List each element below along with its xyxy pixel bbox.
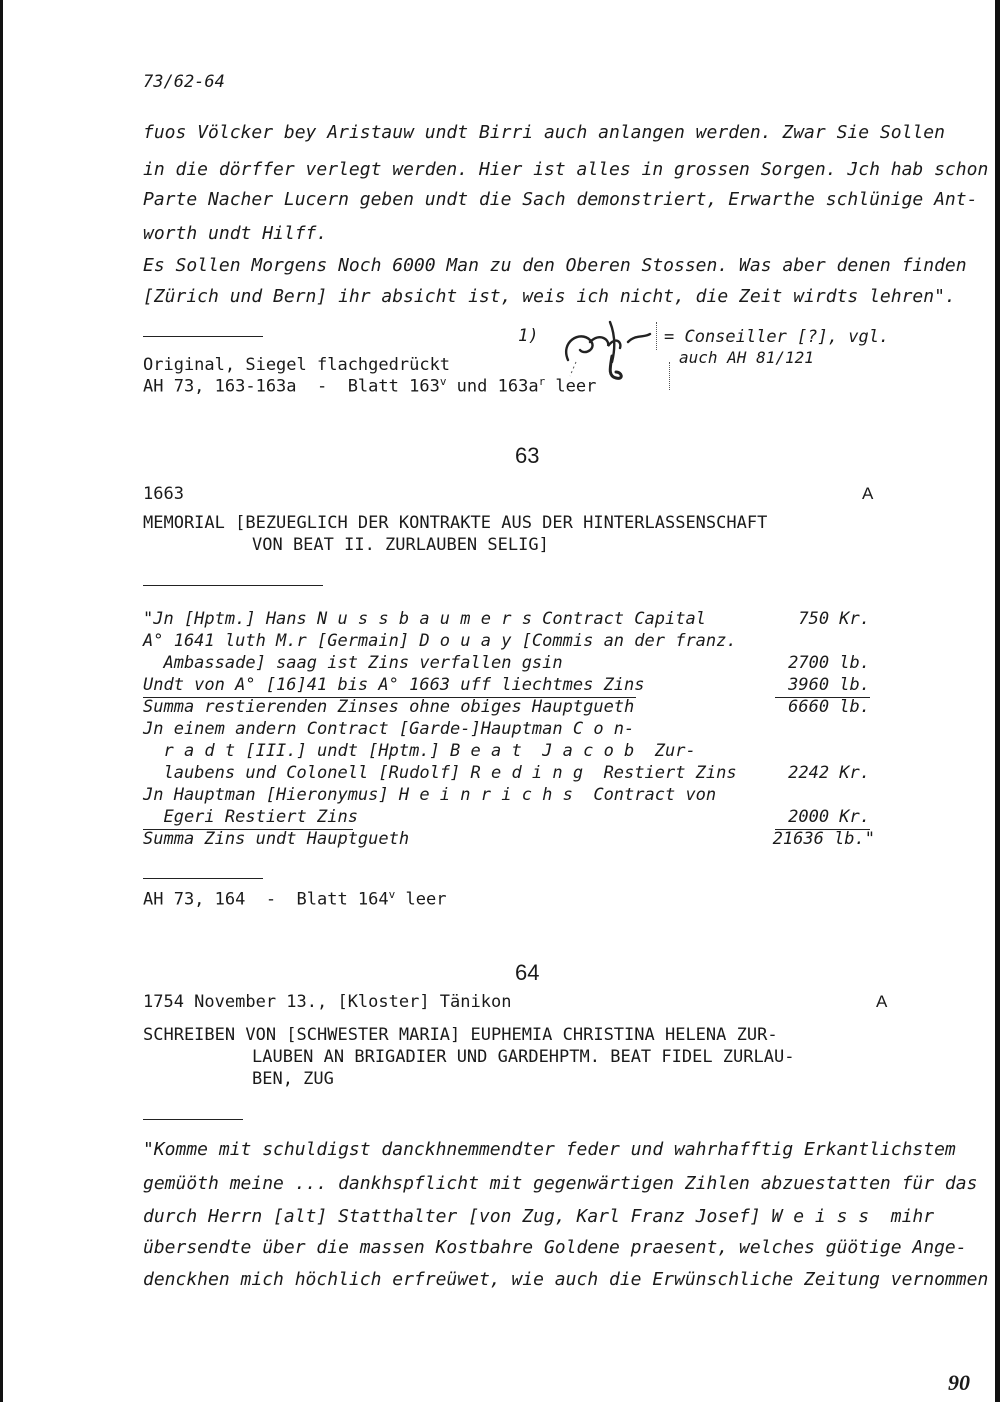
letter-line: übersendte über die massen Kostbahre Goldene praesent, welches güötige Ange- <box>143 1237 967 1258</box>
handwritten-signature-icon <box>550 312 660 392</box>
superscript-verso: v <box>439 375 447 388</box>
page-stamp: 90 <box>948 1370 970 1395</box>
table-amount: 2700 lb. <box>788 653 870 673</box>
table-row: "Jn [Hptm.] Hans N u s s b a u m e r s Contract Capital <box>143 609 706 629</box>
superscript-recto: r <box>538 375 546 388</box>
table-row: laubens und Colonell [Rudolf] R e d i n g Restiert Zins <box>143 763 737 783</box>
table-amount: 750 Kr. <box>798 609 870 629</box>
source-reference-text: AH 73, 163-163a - Blatt 163 <box>143 376 440 397</box>
entry-title-line: LAUBEN AN BRIGADIER UND GARDEHPTM. BEAT FIDEL ZURLAU- <box>252 1047 795 1067</box>
page-reference: 73/62-64 <box>143 72 225 92</box>
source-reference <box>143 375 596 397</box>
table-amount: 2242 Kr. <box>788 763 870 783</box>
entry-number: 63 <box>515 443 540 468</box>
footnote-marker: 1) <box>518 326 539 346</box>
source-reference-text: leer <box>545 376 597 397</box>
letter-line: [Zürich und Bern] ihr absicht ist, weis ich nicht, die Zeit wirdts lehren". <box>143 286 956 307</box>
footnote-text: = Conseiller [?], vgl. <box>664 327 890 347</box>
entry-date: 1754 November 13., [Kloster] Tänikon <box>143 992 512 1012</box>
scan-right-edge <box>995 0 1000 1402</box>
entry-title-line: MEMORIAL [BEZUEGLICH DER KONTRAKTE AUS DER HINTERLASSENSCHAFT <box>143 513 768 533</box>
source-reference-text: leer <box>395 889 447 910</box>
letter-line: "Komme mit schuldigst danckhnemmendter feder und wahrhafftig Erkantlichstem <box>143 1139 956 1160</box>
table-amount: 21636 lb." <box>772 829 875 849</box>
entry-title-line: SCHREIBEN VON [SCHWESTER MARIA] EUPHEMIA CHRISTINA HELENA ZUR- <box>143 1025 778 1045</box>
table-row: Jn Hauptman [Hieronymus] H e i n r i c h s Contract von <box>143 785 717 805</box>
scan-left-edge <box>0 0 3 1402</box>
table-row: Ambassade] saag ist Zins verfallen gsin <box>143 653 563 673</box>
separator-rule <box>143 585 323 586</box>
entry-number: 64 <box>515 960 540 985</box>
separator-rule <box>143 878 263 879</box>
letter-line: fuos Völcker bey Aristauw undt Birri auch anlangen werden. Zwar Sie Sollen <box>143 122 945 143</box>
letter-line: Parte Nacher Lucern geben undt die Sach demonstriert, Erwarthe schlünige Ant- <box>143 189 978 210</box>
table-row: A° 1641 luth M.r [Germain] D o u a y [Commis an der franz. <box>143 631 737 651</box>
table-amount: 3960 lb. <box>788 675 870 695</box>
table-row: Egeri Restiert Zins <box>143 807 358 827</box>
entry-title-line: BEN, ZUG <box>252 1069 334 1089</box>
letter-line: worth undt Hilff. <box>143 223 328 244</box>
letter-line: denckhen mich höchlich erfreüwet, wie auch die Erwünschliche Zeitung vernommen <box>143 1269 989 1290</box>
table-amount: 2000 Kr. <box>788 807 870 827</box>
letter-line: in die dörffer verlegt werden. Hier ist alles in grossen Sorgen. Jch hab schon <box>143 159 989 180</box>
table-row: Jn einem andern Contract [Garde-]Hauptman C o n- <box>143 719 635 739</box>
source-reference <box>143 888 446 910</box>
entry-category: A <box>876 992 888 1011</box>
letter-line: durch Herrn [alt] Statthalter [von Zug, Karl Franz Josef] W e i s s mihr <box>143 1206 935 1227</box>
separator-rule <box>143 336 263 337</box>
table-row: Summa Zins undt Hauptgueth <box>143 829 410 849</box>
source-reference-text: und 163a <box>446 376 539 397</box>
table-row: Undt von A° [16]41 bis A° 1663 uff liechtmes Zins <box>143 675 645 695</box>
footnote-text: auch AH 81/121 <box>679 348 814 367</box>
letter-line: Es Sollen Morgens Noch 6000 Man zu den Oberen Stossen. Was aber denen finden <box>143 255 967 276</box>
letter-line: gemüöth meine ... dankhspflicht mit gegenwärtigen Zihlen abzuestatten für das <box>143 1173 978 1194</box>
source-note-line: Original, Siegel flachgedrückt <box>143 355 451 375</box>
table-row: Summa restierenden Zinses ohne obiges Hauptgueth <box>143 697 635 717</box>
separator-rule <box>143 1119 243 1120</box>
table-row: r a d t [III.] undt [Hptm.] B e a t J a c o b Zur- <box>143 741 696 761</box>
entry-title-line: VON BEAT II. ZURLAUBEN SELIG] <box>252 535 549 555</box>
table-amount: 6660 lb. <box>788 697 870 717</box>
entry-date: 1663 <box>143 484 184 504</box>
footnote-bracket <box>669 362 670 390</box>
entry-category: A <box>862 484 874 503</box>
superscript-verso: v <box>388 888 396 901</box>
footnote-bracket <box>656 322 657 350</box>
source-reference-text: AH 73, 164 - Blatt 164 <box>143 889 389 910</box>
